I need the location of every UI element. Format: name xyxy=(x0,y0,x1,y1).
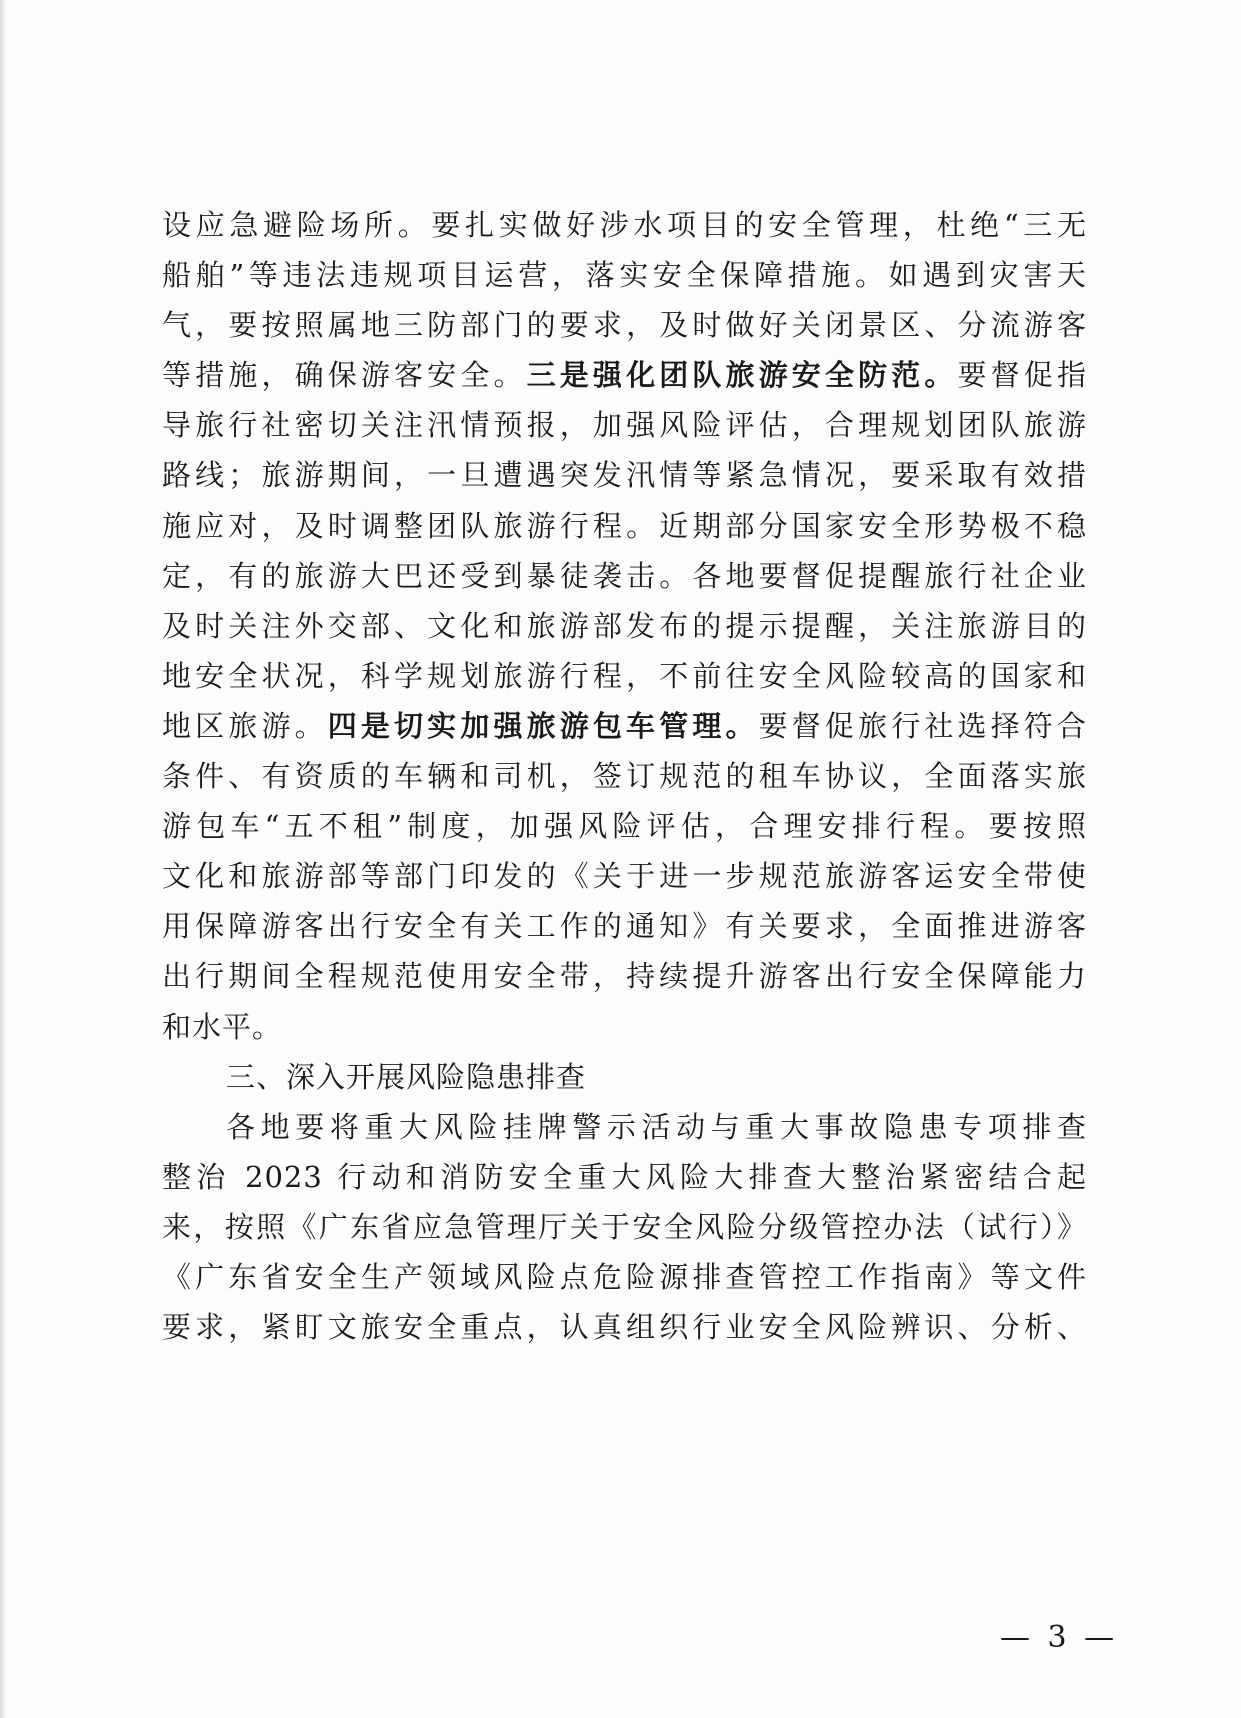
document-body xyxy=(162,200,1087,1352)
text-segment: 要督促旅行社选择符合 xyxy=(758,708,1087,743)
text-segment: 设应急避险场所。要扎实做好涉水项目的安全管理，杜绝“三无 xyxy=(162,208,1087,242)
text-segment: 文化和旅游部等部门印发的《关于进一步规范旅游客运安全带使 xyxy=(162,859,1087,894)
text-line xyxy=(162,450,1087,500)
text-line xyxy=(162,751,1087,801)
text-segment: 各地要将重大风险挂牌警示活动与重大事故隐患专项排查 xyxy=(226,1109,1087,1144)
text-line xyxy=(162,1102,1087,1152)
text-segment: 来，按照《广东省应急管理厅关于安全风险分级管控办法（试行）》 xyxy=(162,1209,1087,1244)
text-segment: 《广东省安全生产领域风险点危险源排查管控工作指南》等文件 xyxy=(162,1259,1087,1294)
text-segment: 施应对，及时调整团队旅游行程。近期部分国家安全形势极不稳 xyxy=(162,508,1087,543)
text-line xyxy=(162,1202,1087,1252)
text-segment: 游包车“五不租”制度，加强风险评估，合理安排行程。要按照 xyxy=(162,809,1087,844)
text-line xyxy=(162,400,1087,450)
text-segment: 路线；旅游期间，一旦遭遇突发汛情等紧急情况，要采取有效措 xyxy=(162,458,1087,493)
text-line xyxy=(162,200,1087,250)
text-line xyxy=(162,350,1087,400)
text-segment: 地安全状况，科学规划旅游行程，不前往安全风险较高的国家和 xyxy=(162,658,1087,693)
text-line xyxy=(162,951,1087,1001)
text-segment: 气，要按照属地三防部门的要求，及时做好关闭景区、分流游客 xyxy=(162,308,1087,343)
text-segment: 导旅行社密切关注汛情预报，加强风险评估，合理规划团队旅游 xyxy=(162,408,1087,443)
text-segment: 整治 2023 行动和消防安全重大风险大排查大整治紧密结合起 xyxy=(162,1159,1087,1194)
text-segment: 等措施，确保游客安全。 xyxy=(162,358,527,393)
text-line xyxy=(162,801,1087,851)
text-segment: 船舶”等违法违规项目运营，落实安全保障措施。如遇到灾害天 xyxy=(162,258,1087,293)
text-line xyxy=(162,601,1087,651)
text-line xyxy=(162,1002,1087,1052)
bold-subheading: 四是切实加强旅游包车管理。 xyxy=(327,708,759,743)
text-segment: 地区旅游。 xyxy=(162,708,328,743)
text-line xyxy=(162,300,1087,350)
text-line xyxy=(162,551,1087,601)
text-line xyxy=(162,501,1087,551)
text-segment: 和水平。 xyxy=(162,1009,283,1044)
text-line xyxy=(162,1302,1087,1352)
text-segment: 要督促指 xyxy=(957,358,1087,393)
text-segment: 三、深入开展风险隐患排查 xyxy=(226,1059,587,1094)
text-line xyxy=(162,1252,1087,1302)
page-number: — 3 — xyxy=(1000,1620,1119,1655)
text-line xyxy=(162,1152,1087,1202)
text-segment: 及时关注外交部、文化和旅游部发布的提示提醒，关注旅游目的 xyxy=(162,608,1087,643)
text-segment: 出行期间全程规范使用安全带，持续提升游客出行安全保障能力 xyxy=(162,959,1087,994)
text-segment: 用保障游客出行安全有关工作的通知》有关要求，全面推进游客 xyxy=(162,909,1087,944)
text-line xyxy=(162,851,1087,901)
text-line xyxy=(162,901,1087,951)
text-line xyxy=(162,250,1087,300)
text-segment: 条件、有资质的车辆和司机，签订规范的租车协议，全面落实旅 xyxy=(162,759,1087,794)
scan-edge xyxy=(0,0,6,1718)
text-segment: 要求，紧盯文旅安全重点，认真组织行业安全风险辨识、分析、 xyxy=(162,1310,1087,1345)
section-heading xyxy=(162,1052,1087,1102)
text-line xyxy=(162,651,1087,701)
text-line xyxy=(162,701,1087,751)
bold-subheading: 三是强化团队旅游安全防范。 xyxy=(526,358,958,393)
text-segment: 定，有的旅游大巴还受到暴徒袭击。各地要督促提醒旅行社企业 xyxy=(162,558,1087,593)
